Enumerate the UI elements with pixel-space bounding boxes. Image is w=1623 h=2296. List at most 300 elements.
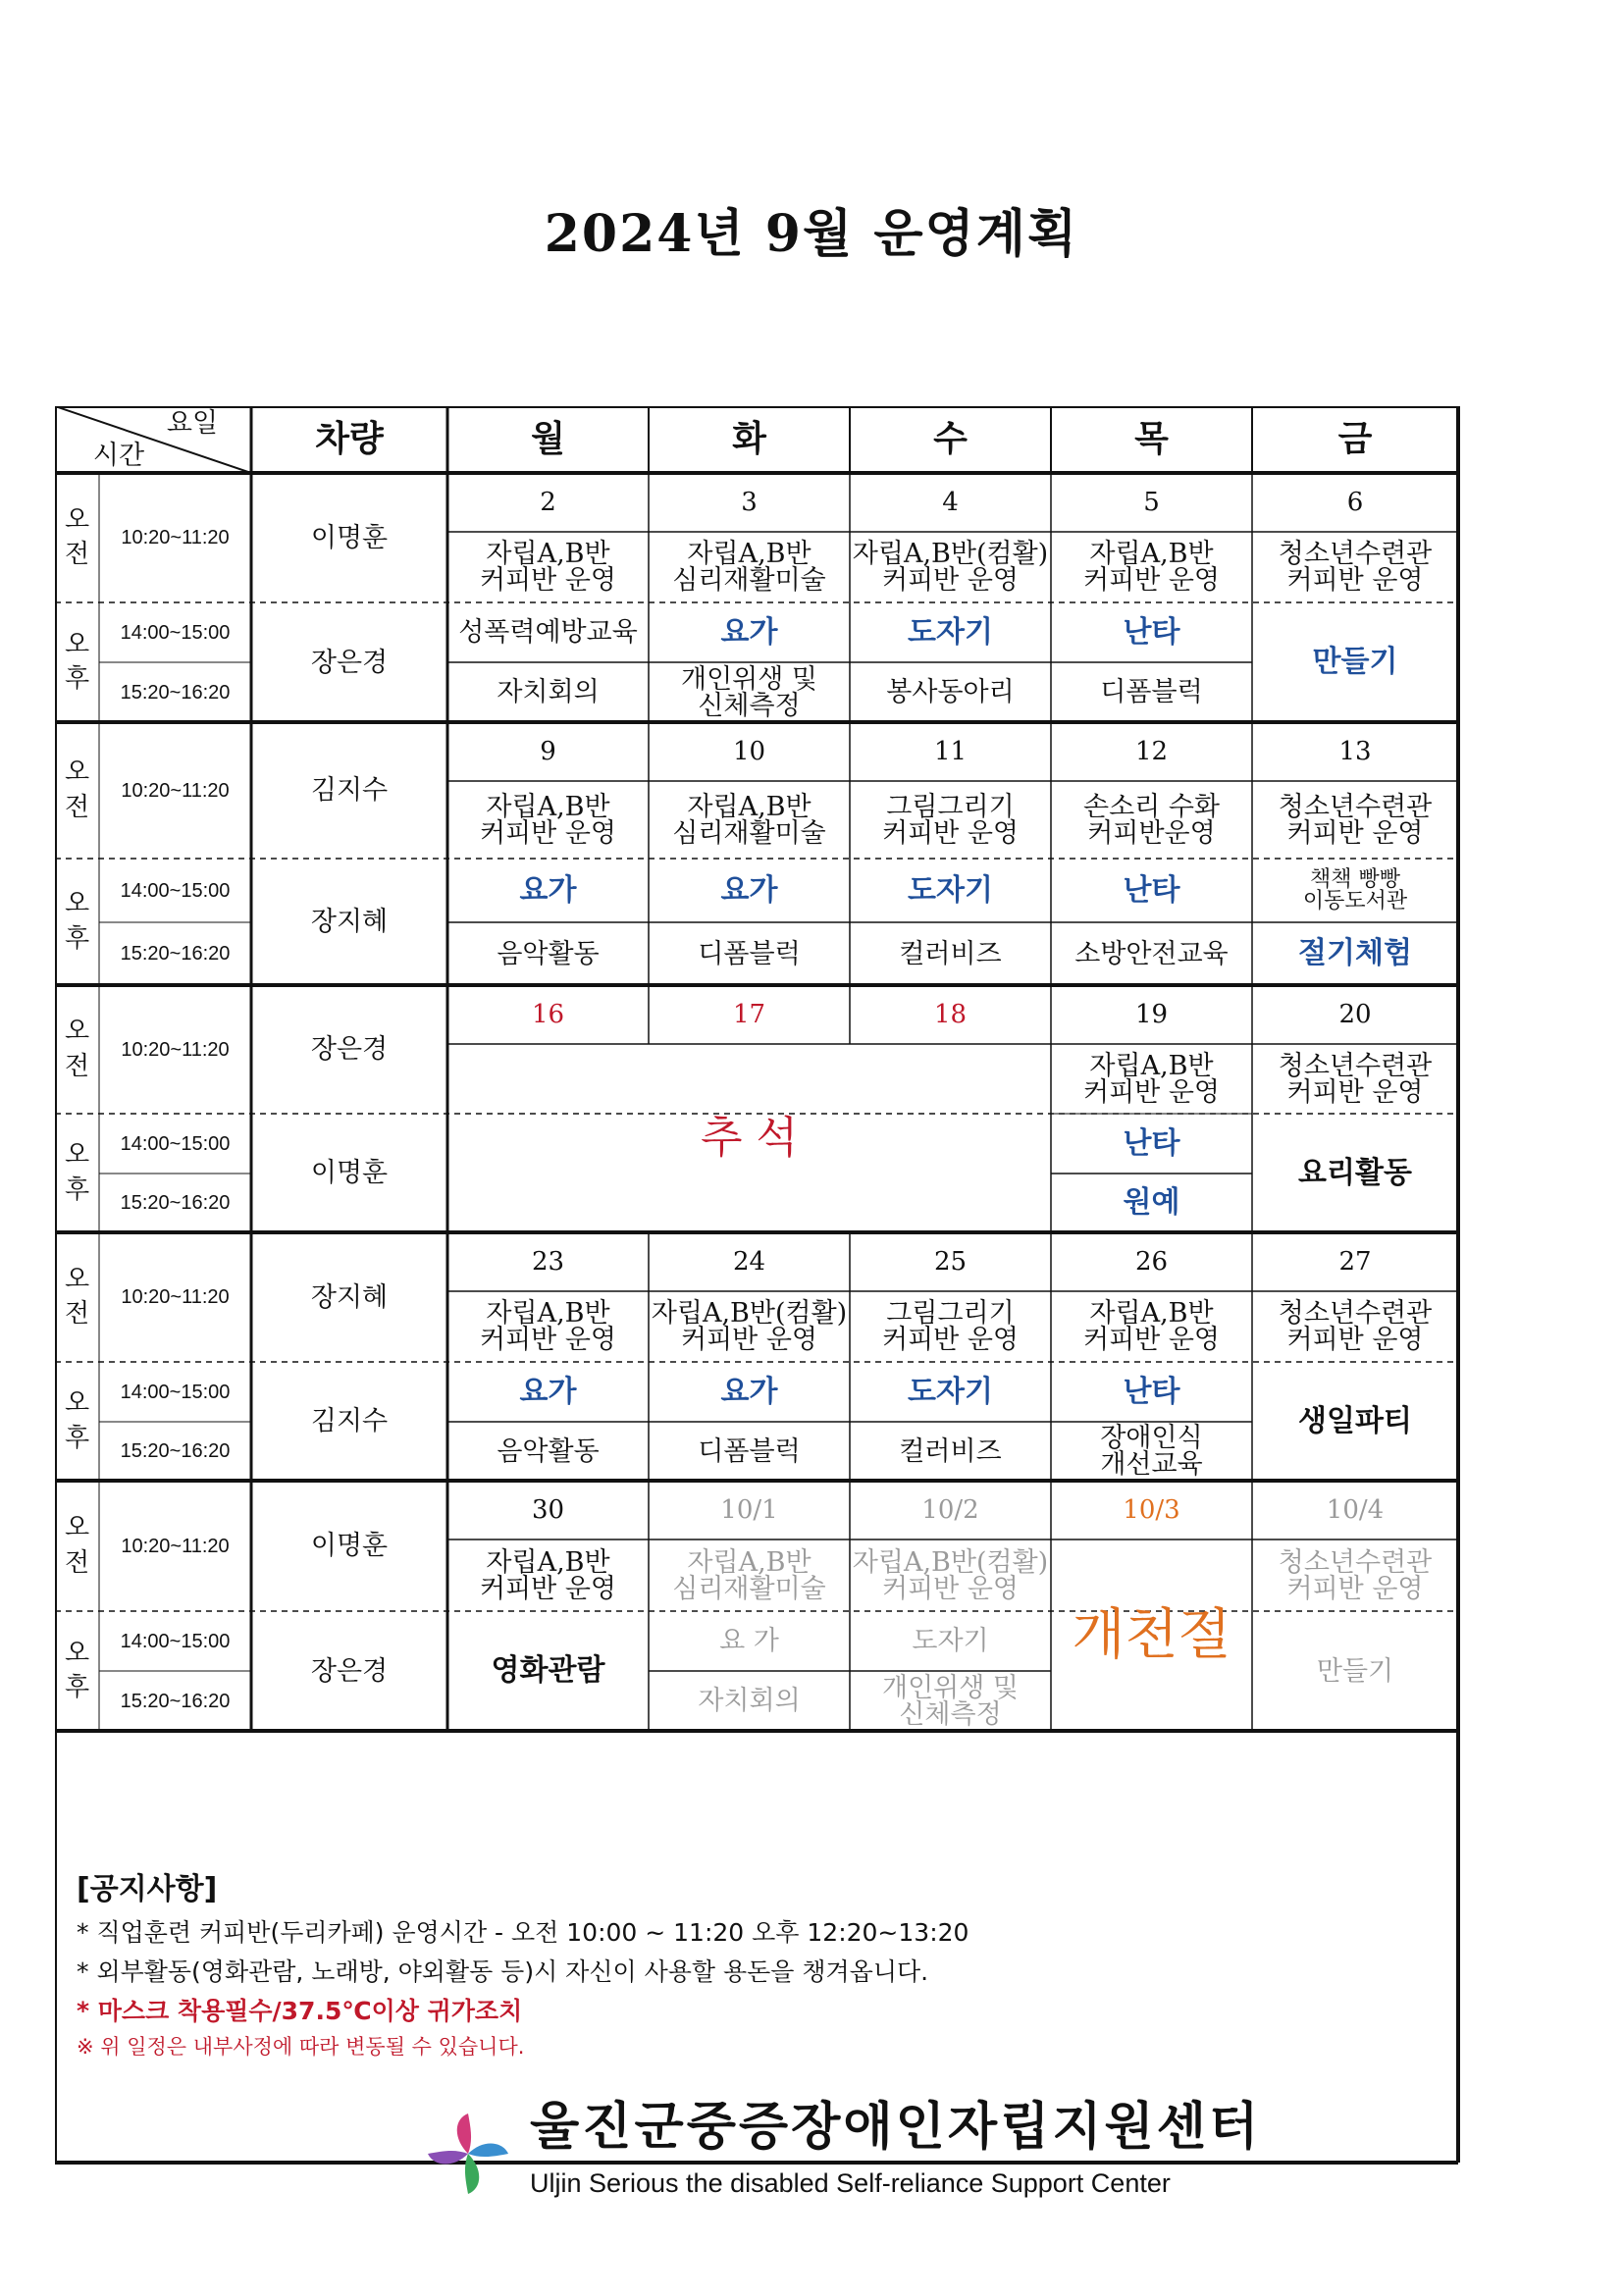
- cell-text: 청소년수련관: [1278, 1546, 1433, 1578]
- cell-text: 오: [64, 1388, 90, 1419]
- cell-text: 자치회의: [497, 677, 600, 707]
- cell-text: 25: [933, 1247, 968, 1277]
- day-header-0: [447, 406, 649, 473]
- pm1-activity: [447, 602, 649, 662]
- cell-text: 장은경: [310, 1655, 389, 1687]
- cell-text: 커피반 운영: [480, 817, 616, 849]
- am-activity: [447, 532, 649, 602]
- cell-text: 그림그리기: [886, 791, 1015, 822]
- cell-text: 만들기: [1316, 1655, 1394, 1687]
- cell-text: 오: [64, 1264, 90, 1294]
- notice-line: * 직업훈련 커피반(두리카페) 운영시간 - 오전 10:00 ~ 11:20 오후 12:20~13:20: [77, 1918, 969, 1947]
- pm1-activity: [1051, 602, 1252, 662]
- cell-text: 개선교육: [1100, 1449, 1203, 1480]
- cell-text: 전: [64, 1051, 90, 1081]
- am-driver: [251, 722, 447, 859]
- cell-text: 14:00~15:00: [120, 1630, 231, 1652]
- am-driver: [251, 985, 447, 1114]
- pm1-activity: [447, 859, 649, 922]
- pm-label: [55, 1611, 99, 1731]
- fri-pm2-activity: [1252, 922, 1458, 985]
- pm-driver: [251, 1362, 447, 1481]
- cell-text: 요가: [720, 1374, 778, 1409]
- cell-text: 차량: [315, 419, 384, 459]
- pm2-activity: [850, 662, 1051, 722]
- cell-text: 오: [64, 889, 90, 919]
- notice-section: [77, 1864, 1548, 2064]
- cell-text: 요가: [519, 872, 577, 908]
- pm1-activity: [850, 602, 1051, 662]
- cell-text: 자립A,B반: [1089, 539, 1214, 569]
- cell-text: 30: [531, 1495, 565, 1525]
- pm2-activity: [1051, 662, 1252, 722]
- cell-text: 전: [64, 1547, 90, 1578]
- cell-text: 자립A,B반: [1089, 1298, 1214, 1329]
- cell-text: 16: [531, 1000, 565, 1029]
- vehicle-header: [251, 406, 447, 473]
- pm2-activity: [649, 662, 850, 722]
- am-activity: [1252, 532, 1458, 602]
- cell-text: 전: [64, 1299, 90, 1329]
- am-activity: [447, 781, 649, 859]
- cell-text: 15:20~16:20: [120, 1690, 231, 1712]
- cell-text: 개천절: [1072, 1602, 1231, 1667]
- date-cell: [447, 1232, 649, 1291]
- fri-pm-activity: [1252, 1114, 1458, 1232]
- cell-text: 요리활동: [1298, 1155, 1412, 1190]
- cell-text: 10:20~11:20: [121, 1038, 230, 1061]
- cell-text: 전: [64, 792, 90, 822]
- pm-activity: [447, 1611, 649, 1731]
- cell-text: 26: [1134, 1247, 1169, 1277]
- date-cell: [1051, 1232, 1252, 1291]
- cell-text: 18: [933, 1000, 968, 1029]
- cell-text: 자립A,B반(컴활): [852, 539, 1049, 569]
- cell-text: 목: [1134, 419, 1169, 459]
- cell-text: 12: [1134, 737, 1169, 766]
- time-pm2: [99, 1671, 251, 1731]
- am-label: [55, 985, 99, 1114]
- cell-text: 커피반운영: [1087, 817, 1216, 849]
- cell-text: 김지수: [310, 775, 389, 806]
- cell-text: 14:00~15:00: [120, 879, 231, 902]
- page-title: 2024년 9월 운영계획: [544, 204, 1079, 264]
- fri-pm-activity: [1252, 602, 1458, 722]
- pm1-activity: [850, 859, 1051, 922]
- date-cell: [850, 473, 1051, 532]
- date-cell: [1051, 1481, 1252, 1539]
- time-pm1: [99, 859, 251, 922]
- pm1-activity: [649, 1362, 850, 1422]
- cell-text: 10:20~11:20: [121, 1535, 230, 1557]
- am-activity: [649, 1539, 850, 1611]
- cell-text: 19: [1134, 1000, 1169, 1029]
- cell-text: 27: [1338, 1247, 1372, 1277]
- am-label: [55, 473, 99, 602]
- cell-text: 화: [732, 419, 766, 459]
- date-cell: [447, 473, 649, 532]
- pm2-activity: [1051, 1174, 1252, 1232]
- pm-label: [55, 859, 99, 985]
- cell-text: 커피반 운영: [1083, 1325, 1220, 1355]
- cell-text: 장지혜: [310, 1281, 389, 1313]
- cell-text: 10:20~11:20: [121, 779, 230, 802]
- cell-text: 수: [933, 419, 968, 459]
- am-activity: [850, 781, 1051, 859]
- pm2-activity: [1051, 1422, 1252, 1481]
- cell-text: 장은경: [310, 647, 389, 678]
- pm1-activity: [1051, 1114, 1252, 1174]
- cell-text: 10: [732, 737, 766, 766]
- time-pm1: [99, 1362, 251, 1422]
- pm2-activity: [850, 1422, 1051, 1481]
- pm2-activity: [447, 1422, 649, 1481]
- cell-text: 성폭력예방교육: [458, 617, 638, 648]
- time-pm1: [99, 602, 251, 662]
- am-driver: [251, 1232, 447, 1362]
- cell-text: 오: [64, 1017, 90, 1047]
- cell-text: 이명훈: [310, 1158, 389, 1188]
- cell-text: 자립A,B반(컴활): [651, 1298, 848, 1329]
- cell-text: 15:20~16:20: [120, 943, 231, 965]
- pm1-activity: [649, 859, 850, 922]
- pm-driver: [251, 1114, 447, 1232]
- am-label: [55, 722, 99, 859]
- date-cell: [1252, 1481, 1458, 1539]
- date-cell: [1252, 722, 1458, 781]
- cell-text: 요 가: [719, 1626, 779, 1656]
- center-name: 울진군중증장애인자립지원센터: [530, 2098, 1262, 2157]
- cell-text: 심리재활미술: [672, 1573, 826, 1604]
- am-activity: [649, 781, 850, 859]
- cell-text: 심리재활미술: [672, 565, 826, 596]
- cell-text: 난타: [1123, 1374, 1180, 1409]
- cell-text: 10:20~11:20: [121, 527, 230, 548]
- cell-text: 오: [64, 757, 90, 788]
- cell-text: 오: [64, 629, 90, 659]
- cell-text: 후: [64, 1174, 90, 1205]
- cell-text: 장지혜: [310, 907, 389, 937]
- time-pm2: [99, 922, 251, 985]
- time-am: [99, 1481, 251, 1611]
- notice-title: [공지사항]: [77, 1872, 218, 1906]
- corner-day-label: [153, 408, 232, 438]
- notice-line: ※ 위 일정은 내부사정에 따라 변동될 수 있습니다.: [77, 2035, 525, 2059]
- cell-text: 오: [64, 1140, 90, 1171]
- am-activity: [1252, 1291, 1458, 1362]
- cell-text: 자립A,B반: [687, 1546, 812, 1578]
- pm2-activity: [649, 1422, 850, 1481]
- cell-text: 2: [540, 488, 556, 517]
- cell-text: 책책 빵빵: [1309, 866, 1400, 892]
- cell-text: 오: [64, 1638, 90, 1668]
- cell-text: 난타: [1123, 872, 1180, 908]
- am-activity: [1051, 1044, 1252, 1114]
- time-pm2: [99, 662, 251, 722]
- cell-text: 11: [933, 737, 968, 766]
- pm1-activity: [1051, 1362, 1252, 1422]
- cell-text: 23: [531, 1247, 565, 1277]
- fri-pm-activity: [1252, 1611, 1458, 1731]
- cell-text: 커피반 운영: [1286, 817, 1424, 849]
- cell-text: 커피반 운영: [681, 1325, 817, 1355]
- pm2-activity: [447, 922, 649, 985]
- pm2-activity: [850, 922, 1051, 985]
- cell-text: 요일: [166, 408, 219, 438]
- cell-text: 17: [732, 1000, 766, 1029]
- cell-text: 장애인식: [1100, 1423, 1203, 1453]
- cell-text: 이명훈: [310, 1531, 389, 1561]
- date-cell: [1252, 1232, 1458, 1291]
- am-activity: [649, 1291, 850, 1362]
- notice-line: * 외부활동(영화관람, 노래방, 야외활동 등)시 자신이 사용할 용돈을 챙겨옵니다.: [77, 1957, 929, 1986]
- cell-text: 자립A,B반: [486, 539, 610, 569]
- cell-text: 커피반 운영: [1286, 1076, 1424, 1108]
- cell-text: 10:20~11:20: [121, 1286, 230, 1308]
- cell-text: 도자기: [908, 1374, 993, 1409]
- date-cell: [1051, 722, 1252, 781]
- pm2-activity: [649, 922, 850, 985]
- pm1-activity: [850, 1611, 1051, 1671]
- cell-text: 자립A,B반: [486, 1298, 610, 1329]
- time-pm1: [99, 1611, 251, 1671]
- pm2-activity: [1051, 922, 1252, 985]
- cell-text: 자립A,B반: [687, 539, 812, 569]
- cell-text: 음악활동: [497, 1435, 600, 1467]
- pm1-activity: [649, 1611, 850, 1671]
- cell-text: 자립A,B반: [687, 791, 812, 822]
- fri-pm1-activity: [1252, 859, 1458, 922]
- cell-text: 이동도서관: [1302, 888, 1408, 913]
- am-activity: [850, 1539, 1051, 1611]
- cell-text: 요가: [720, 614, 778, 650]
- cell-text: 24: [732, 1247, 766, 1277]
- cell-text: 청소년수련관: [1278, 1050, 1433, 1081]
- pm1-activity: [850, 1362, 1051, 1422]
- cell-text: 오: [64, 504, 90, 535]
- cell-text: 후: [64, 1673, 90, 1702]
- cell-text: 손소리 수화: [1083, 791, 1220, 822]
- cell-text: 커피반 운영: [1083, 1076, 1220, 1108]
- cell-text: 14:00~15:00: [120, 621, 231, 644]
- am-activity: [850, 1291, 1051, 1362]
- cell-text: 소방안전교육: [1074, 938, 1229, 969]
- pm2-activity: [447, 662, 649, 722]
- cell-text: 청소년수련관: [1278, 539, 1433, 569]
- cell-text: 커피반 운영: [1286, 1573, 1424, 1604]
- cell-text: 14:00~15:00: [120, 1381, 231, 1403]
- notice-line: * 마스크 착용필수/37.5℃이상 귀가조치: [77, 1997, 523, 2025]
- cell-text: 그림그리기: [886, 1298, 1015, 1329]
- cell-text: 15:20~16:20: [120, 1440, 231, 1462]
- cell-text: 13: [1338, 737, 1372, 766]
- cell-text: 개인위생 및: [882, 1672, 1019, 1703]
- am-driver: [251, 473, 447, 602]
- cell-text: 14:00~15:00: [120, 1132, 231, 1155]
- cell-text: 10/4: [1326, 1495, 1385, 1525]
- cell-text: 15:20~16:20: [120, 681, 231, 704]
- cell-text: 이명훈: [310, 522, 389, 553]
- time-pm2: [99, 1174, 251, 1232]
- pm-driver: [251, 602, 447, 722]
- cell-text: 커피반 운영: [480, 1325, 616, 1355]
- date-cell: [649, 985, 850, 1044]
- cell-text: 후: [64, 664, 90, 694]
- date-cell: [850, 1232, 1051, 1291]
- time-am: [99, 722, 251, 859]
- cell-text: 10/2: [921, 1495, 979, 1525]
- pm-label: [55, 602, 99, 722]
- cell-text: 오: [64, 1513, 90, 1543]
- cell-text: 요가: [720, 872, 778, 908]
- pm1-activity: [649, 602, 850, 662]
- holiday-gaecheonjeol: [1051, 1539, 1252, 1731]
- cell-text: 청소년수련관: [1278, 1298, 1433, 1329]
- cell-text: 커피반 운영: [1286, 565, 1424, 596]
- cell-text: 난타: [1123, 1125, 1180, 1161]
- fri-pm-activity: [1252, 1362, 1458, 1481]
- day-header-1: [649, 406, 850, 473]
- cell-text: 절기체험: [1298, 936, 1412, 970]
- cell-text: 10/1: [720, 1495, 778, 1525]
- cell-text: 20: [1338, 1000, 1372, 1029]
- cell-text: 자립A,B반: [486, 1546, 610, 1578]
- cell-text: 난타: [1123, 614, 1180, 650]
- cell-text: 커피반 운영: [480, 565, 616, 596]
- date-cell: [447, 1481, 649, 1539]
- cell-text: 디폼블럭: [698, 1435, 801, 1467]
- cell-text: 자치회의: [698, 1686, 801, 1716]
- pm-driver: [251, 859, 447, 985]
- center-english-name: Uljin Serious the disabled Self-reliance Support Center: [530, 2168, 1171, 2198]
- am-activity: [447, 1291, 649, 1362]
- date-cell: [649, 1481, 850, 1539]
- cell-text: 금: [1337, 419, 1373, 459]
- cell-text: 5: [1143, 488, 1160, 517]
- cell-text: 자립A,B반(컴활): [852, 1546, 1049, 1578]
- cell-text: 후: [64, 1423, 90, 1453]
- pm-label: [55, 1114, 99, 1232]
- cell-text: 3: [741, 488, 758, 517]
- cell-text: 커피반 운영: [480, 1573, 616, 1604]
- am-activity: [649, 532, 850, 602]
- am-label: [55, 1232, 99, 1362]
- date-cell: [447, 722, 649, 781]
- time-pm1: [99, 1114, 251, 1174]
- cell-text: 6: [1346, 488, 1364, 517]
- cell-text: 전: [64, 540, 90, 569]
- pm1-activity: [447, 1362, 649, 1422]
- cell-text: 원예: [1123, 1185, 1180, 1220]
- pm2-activity: [850, 1671, 1051, 1731]
- cell-text: 생일파티: [1298, 1403, 1412, 1438]
- cell-text: 개인위생 및: [681, 663, 817, 695]
- cell-text: 자립A,B반: [486, 791, 610, 822]
- pm1-activity: [1051, 859, 1252, 922]
- pm-driver: [251, 1611, 447, 1731]
- date-cell: [1252, 985, 1458, 1044]
- cell-text: 커피반 운영: [882, 1573, 1019, 1604]
- cell-text: 자립A,B반: [1089, 1050, 1214, 1081]
- cell-text: 도자기: [908, 872, 993, 908]
- day-header-3: [1051, 406, 1252, 473]
- date-cell: [649, 473, 850, 532]
- am-label: [55, 1481, 99, 1611]
- am-activity: [447, 1539, 649, 1611]
- cell-text: 심리재활미술: [672, 817, 826, 849]
- cell-text: 9: [540, 737, 556, 766]
- cell-text: 신체측정: [698, 690, 801, 721]
- cell-text: 월: [531, 419, 565, 459]
- cell-text: 음악활동: [497, 938, 600, 969]
- date-cell: [850, 985, 1051, 1044]
- holiday-chuseok: [447, 1044, 1051, 1232]
- time-am: [99, 985, 251, 1114]
- pm2-activity: [649, 1671, 850, 1731]
- am-activity: [1252, 1044, 1458, 1114]
- cell-text: 시간: [92, 440, 145, 471]
- corner-time-label: [75, 440, 163, 471]
- am-activity: [1252, 781, 1458, 859]
- cell-text: 커피반 운영: [1083, 565, 1220, 596]
- cell-text: 커피반 운영: [1286, 1325, 1424, 1355]
- cell-text: 신체측정: [899, 1698, 1002, 1730]
- date-cell: [1252, 473, 1458, 532]
- cell-text: 커피반 운영: [882, 817, 1019, 849]
- am-activity: [1252, 1539, 1458, 1611]
- date-cell: [447, 985, 649, 1044]
- cell-text: 추 석: [701, 1113, 798, 1163]
- pm-label: [55, 1362, 99, 1481]
- cell-text: 영화관람: [491, 1653, 605, 1688]
- day-header-2: [850, 406, 1051, 473]
- am-driver: [251, 1481, 447, 1611]
- cell-text: 4: [942, 488, 959, 517]
- cell-text: 디폼블럭: [1100, 677, 1203, 707]
- date-cell: [649, 722, 850, 781]
- cell-text: 장은경: [310, 1034, 389, 1065]
- cell-text: 15:20~16:20: [120, 1192, 231, 1214]
- cell-text: 후: [64, 923, 90, 954]
- date-cell: [649, 1232, 850, 1291]
- cell-text: 디폼블럭: [698, 938, 801, 969]
- cell-text: 커피반 운영: [882, 1325, 1019, 1355]
- date-cell: [850, 722, 1051, 781]
- cell-text: 만들기: [1312, 645, 1398, 679]
- am-activity: [1051, 781, 1252, 859]
- cell-text: 커피반 운영: [882, 565, 1019, 596]
- date-cell: [1051, 473, 1252, 532]
- time-am: [99, 473, 251, 602]
- center-logo-icon: [424, 2110, 512, 2198]
- cell-text: 김지수: [310, 1406, 389, 1436]
- cell-text: 컬러비즈: [899, 938, 1002, 969]
- cell-text: 컬러비즈: [899, 1435, 1002, 1467]
- am-activity: [850, 532, 1051, 602]
- cell-text: 10/3: [1123, 1495, 1180, 1525]
- cell-text: 봉사동아리: [886, 677, 1015, 707]
- cell-text: 도자기: [912, 1626, 989, 1656]
- cell-text: 청소년수련관: [1278, 791, 1433, 822]
- time-pm2: [99, 1422, 251, 1481]
- am-activity: [1051, 532, 1252, 602]
- date-cell: [1051, 985, 1252, 1044]
- am-activity: [1051, 1291, 1252, 1362]
- date-cell: [850, 1481, 1051, 1539]
- cell-text: 도자기: [908, 614, 993, 650]
- time-am: [99, 1232, 251, 1362]
- day-header-4: [1252, 406, 1458, 473]
